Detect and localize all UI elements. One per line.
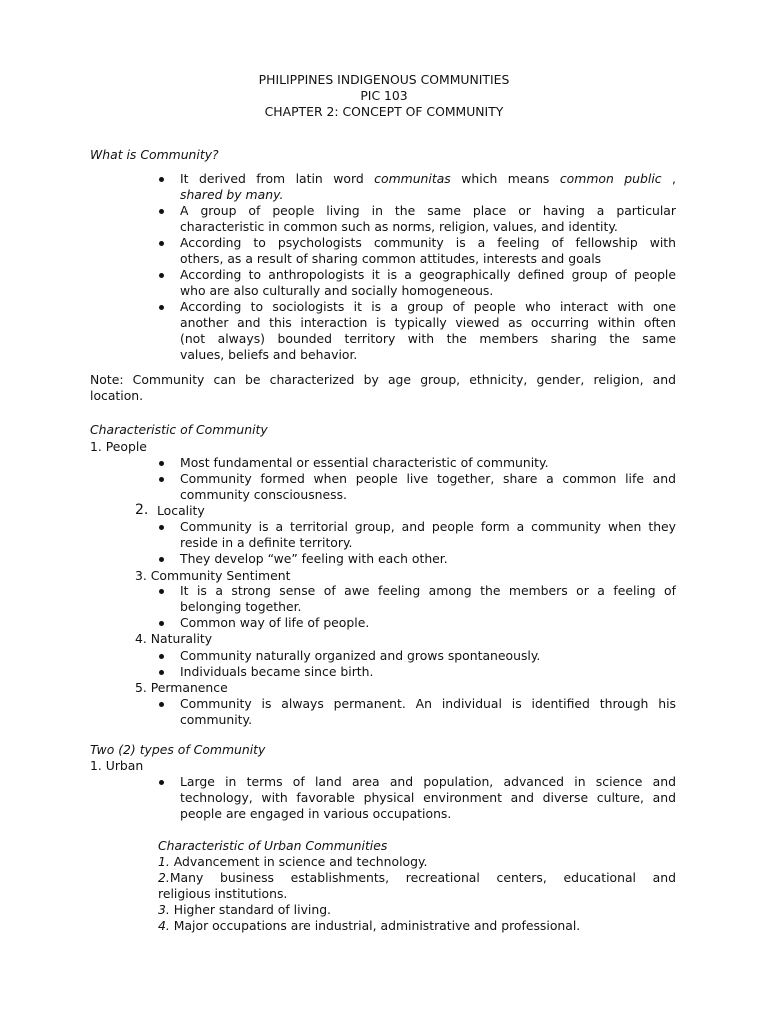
list-label-naturality: 4. Naturality [135, 631, 213, 646]
bullet-icon [159, 557, 164, 562]
bullet-text: (not always) bounded territory with the members sharing the same [180, 331, 676, 346]
bullet-icon [159, 241, 164, 246]
bullet-text: Community naturally organized and grows spontaneously. [180, 648, 541, 663]
bullet-icon [159, 177, 164, 182]
bullet-text: Community is always permanent. An individual is identified through his [180, 696, 676, 711]
bullet-icon [159, 780, 164, 785]
bullet-text: another and this interaction is typically viewed as occurring within often [180, 315, 676, 330]
bullet-text: Most fundamental or essential characteristic of community. [180, 455, 549, 470]
bullet-icon [159, 654, 164, 659]
bullet-text: people are engaged in various occupations. [180, 806, 452, 821]
bullet-text: Community is a territorial group, and people form a community when they [180, 519, 676, 534]
bullet-text: Large in terms of land area and population, advanced in science and [180, 774, 676, 789]
bullet-text: who are also culturally and socially homogeneous. [180, 283, 494, 298]
bullet-text: They develop “we” feeling with each other. [180, 551, 448, 566]
bullet-icon [159, 525, 164, 530]
section-heading-types: Two (2) types of Community [90, 742, 266, 757]
bullet-icon [159, 702, 164, 707]
text-run: which means [450, 171, 560, 186]
list-item [158, 854, 427, 870]
bullet-text: belonging together. [180, 599, 302, 614]
list-item-continuation: religious institutions. [158, 886, 288, 901]
list-item [158, 918, 580, 934]
bullet-text: According to anthropologists it is a geographically defined group of people [180, 267, 676, 282]
bullet-text: Community formed when people live together, share a common life and [180, 471, 676, 486]
item-text: Advancement in science and technology. [169, 854, 428, 869]
bullet-icon [159, 461, 164, 466]
bullet-text: Individuals became since birth. [180, 664, 374, 679]
course-code: PIC 103 [360, 88, 408, 103]
item-text: Many business establishments, recreational centers, educational and [169, 870, 676, 885]
bullet-text: A group of people living in the same place or having a particular [180, 203, 676, 218]
subsection-heading-urban-characteristics: Characteristic of Urban Communities [158, 838, 388, 853]
bullet-text [180, 171, 676, 187]
note-text: location. [90, 388, 144, 403]
section-heading-what-is-community: What is Community? [90, 147, 219, 162]
bullet-text: others, as a result of sharing common attitudes, interests and goals [180, 251, 602, 266]
bullet-text: characteristic in common such as norms, religion, values, and identity. [180, 219, 618, 234]
item-number: 2. [158, 870, 170, 885]
bullet-icon [159, 477, 164, 482]
chapter-title: CHAPTER 2: CONCEPT OF COMMUNITY [264, 104, 504, 119]
latin-word: communitas [374, 171, 451, 186]
bullet-icon [159, 589, 164, 594]
bullet-icon [159, 670, 164, 675]
bullet-text: values, beliefs and behavior. [180, 347, 358, 362]
text-run: , [661, 171, 676, 186]
list-label-people: 1. People [90, 439, 147, 454]
bullet-text: shared by many. [180, 187, 284, 202]
bullet-text: According to psychologists community is a feeling of fellowship with [180, 235, 676, 250]
list-label-urban: 1. Urban [90, 758, 144, 773]
list-number: 2. [135, 502, 149, 518]
bullet-text: reside in a definite territory. [180, 535, 353, 550]
bullet-icon [159, 273, 164, 278]
bullet-text: community consciousness. [180, 487, 347, 502]
section-heading-characteristics: Characteristic of Community [90, 422, 268, 437]
list-label-community-sentiment: 3. Community Sentiment [135, 568, 291, 583]
item-number: 3. [158, 902, 170, 917]
bullet-text: According to sociologists it is a group of people who interact with one [180, 299, 676, 314]
item-text: Higher standard of living. [169, 902, 331, 917]
bullet-text: technology, with favorable physical environment and diverse culture, and [180, 790, 676, 805]
item-number: 4. [158, 918, 170, 933]
list-label-locality: Locality [157, 503, 205, 518]
bullet-text: It is a strong sense of awe feeling among the members or a feeling of [180, 583, 676, 598]
list-item [158, 870, 676, 886]
document-title: PHILIPPINES INDIGENOUS COMMUNITIES [258, 72, 510, 87]
meaning-phrase: common public [559, 171, 662, 186]
bullet-icon [159, 621, 164, 626]
bullet-text: Common way of life of people. [180, 615, 370, 630]
bullet-icon [159, 209, 164, 214]
item-text: Major occupations are industrial, administrative and professional. [169, 918, 581, 933]
text-run: It derived from latin word [180, 171, 375, 186]
note-text: Note: Community can be characterized by age group, ethnicity, gender, religion, and [90, 372, 676, 387]
bullet-text: community. [180, 712, 253, 727]
item-number: 1. [158, 854, 170, 869]
list-item [158, 902, 331, 918]
bullet-icon [159, 305, 164, 310]
list-label-permanence: 5. Permanence [135, 680, 228, 695]
